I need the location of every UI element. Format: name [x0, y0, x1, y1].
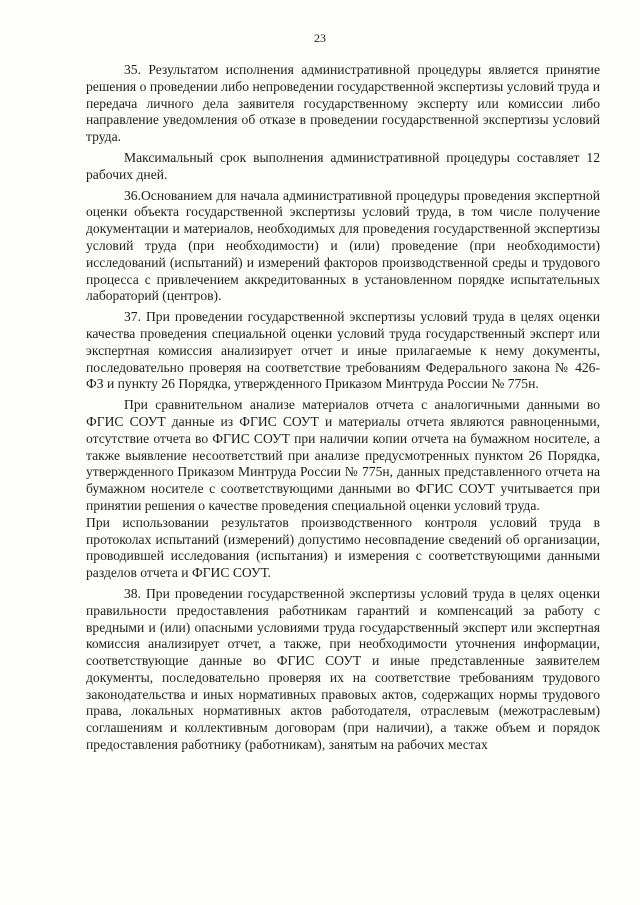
- page-number: 23: [314, 31, 326, 45]
- paragraph-35: 35. Результатом исполнения административной процедуры является принятие решения о проведении либо непроведении государственной экспертизы условий труда и передача личного дела заявителя государственному эксперту или комиссии либо направление уведомления об отказе в проведении государственной экспертизы условий труда.: [86, 62, 600, 145]
- paragraph-35-deadline: Максимальный срок выполнения административной процедуры составляет 12 рабочих дней.: [86, 149, 600, 182]
- paragraph-37: 37. При проведении государственной экспертизы условий труда в целях оценки качества проведения специальной оценки условий труда государственный эксперт или экспертная комиссия анализирует отчет и иные прилагаемые к нему документы, последовательно проверяя на соответствие требованиям Федерального закона № 426-ФЗ и пункту 26 Порядка, утвержденного Приказом Минтруда России № 775н.: [86, 309, 600, 392]
- paragraph-37-comparison: При сравнительном анализе материалов отчета с аналогичными данными во ФГИС СОУТ данные из ФГИС СОУТ и материалы отчета являются равноценными, отсутствие отчета во ФГИС СОУТ при наличии копии отчета на бумажном носителе, а также выявление несоответствий при анализе предусмотренных пунктом 26 Порядка, утвержденного Приказом Минтруда России № 775н, данных представленного отчета на бумажном носителе с соответствующими данными во ФГИС СОУТ учитывается при принятии решения о качестве проведения специальной оценки условий труда.: [86, 397, 600, 513]
- paragraph-37-production-control: При использовании результатов производственного контроля условий труда в протоколах испытаний (измерений) допустимо несовпадение сведений об организации, проводившей исследования (испытания) и измерения с соответствующими данными разделов отчета и ФГИС СОУТ.: [86, 514, 600, 581]
- paragraph-38: 38. При проведении государственной экспертизы условий труда в целях оценки правильности предоставления работникам гарантий и компенсаций за работу с вредными и (или) опасными условиями труда государственный эксперт или экспертная комиссия анализирует отчет, а также, при необходимости уточнения информации, соответствующие данные во ФГИС СОУТ и иные представленные заявителем документы, последовательно проверяя их на соответствие требованиям трудового законодательства и иных нормативных правовых актов, содержащих нормы трудового права, локальных нормативных актов работодателя, отраслевым (межотраслевым) соглашениям и коллективным договорам (при наличии), а также объем и порядок предоставления работнику (работникам), занятым на рабочих местах: [86, 585, 600, 753]
- document-body: [86, 62, 600, 758]
- paragraph-36: 36.Основанием для начала административной процедуры проведения экспертной оценки объекта государственной экспертизы условий труда, в том числе получение документации и материалов, необходимых для проведения государственной экспертизы условий труда (при необходимости) и (или) проведение (при необходимости) исследований (испытаний) и измерений факторов производственной среды и трудового процесса с привлечением аккредитованных в установленном порядке испытательных лабораторий (центров).: [86, 187, 600, 304]
